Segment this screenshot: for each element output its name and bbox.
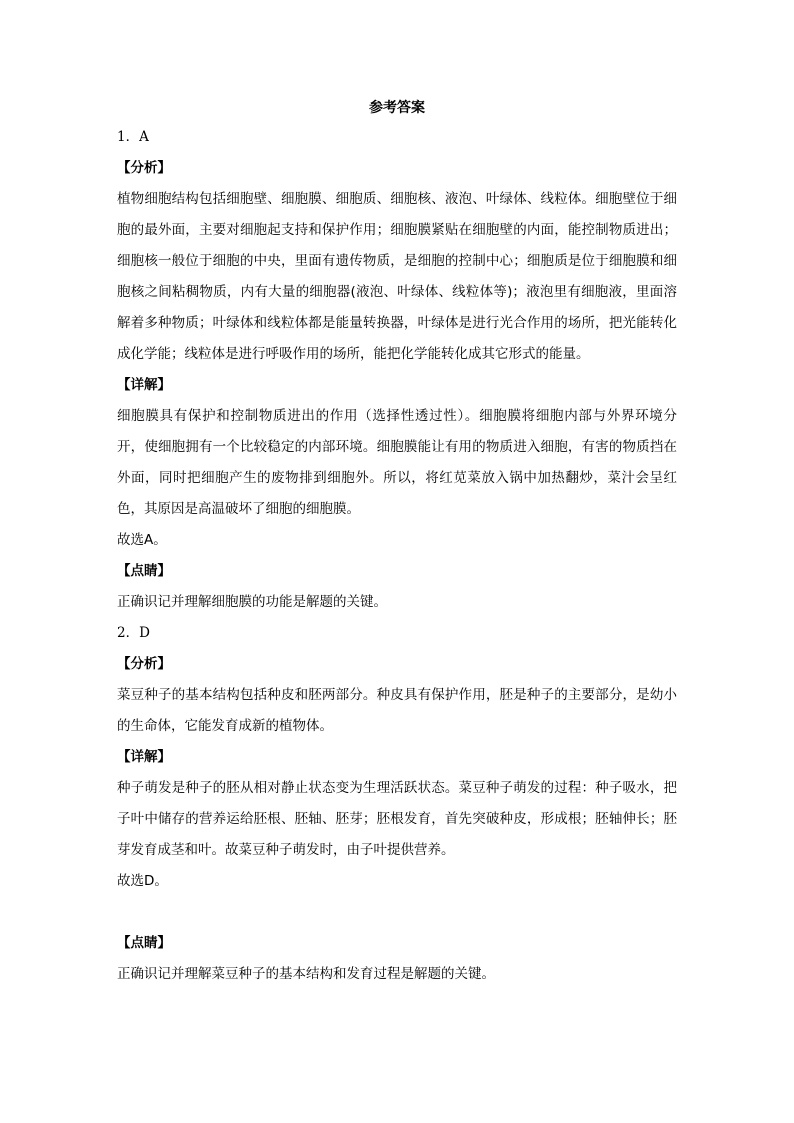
q2-point-label: 【点睛】 (117, 935, 171, 951)
q1-point-text: 正确识记并理解细胞膜的功能是解题的关键。 (117, 594, 387, 610)
q1-analysis-label: 【分析】 (117, 160, 171, 176)
spacer (117, 897, 677, 928)
q1-point-label: 【点睛】 (117, 563, 171, 579)
q1-number: 1．A (117, 129, 149, 145)
q2-analysis-label: 【分析】 (117, 656, 171, 672)
answer-document (117, 94, 677, 990)
q1-analysis-text: 植物细胞结构包括细胞壁、细胞膜、细胞质、细胞核、液泡、叶绿体、线粒体。细胞壁位于细胞的最外面，主要对细胞起支持和保护作用；细胞膜紧贴在细胞壁的内面，能控制物质进出；细胞核一般位于细胞的中央，里面有遗传物质，是细胞的控制中心；细胞质是位于细胞膜和细胞核之间粘稠物质，内有大量的细胞器(液泡、叶绿体、线粒体等)；液泡里有细胞液，里面溶解着多种物质；叶绿体和线粒体都是能量转换器，叶绿体是进行光合作用的场所，把光能转化成化学能；线粒体是进行呼吸作用的场所，能把化学能转化成其它形式的能量。 (117, 191, 677, 362)
q1-detail-label: 【详解】 (117, 377, 171, 393)
q2-detail-text: 种子萌发是种子的胚从相对静止状态变为生理活跃状态。菜豆种子萌发的过程：种子吸水，把子叶中储存的营养运给胚根、胚轴、胚芽；胚根发育，首先突破种皮，形成根；胚轴伸长；胚芽发育成茎和叶。故菜豆种子萌发时，由子叶提供营养。 (117, 780, 677, 858)
q2-choice: 故选D。 (117, 873, 168, 889)
page-title: 参考答案 (369, 100, 425, 116)
q2-analysis-text: 菜豆种子的基本结构包括种皮和胚两部分。种皮具有保护作用，胚是种子的主要部分，是幼小的生命体，它能发育成新的植物体。 (117, 687, 677, 734)
q1-choice: 故选A。 (117, 532, 167, 548)
q2-number: 2．D (117, 625, 150, 641)
q2-detail-label: 【详解】 (117, 749, 171, 765)
q2-point-text: 正确识记并理解菜豆种子的基本结构和发育过程是解题的关键。 (117, 966, 495, 982)
q1-detail-text: 细胞膜具有保护和控制物质进出的作用（选择性透过性）。细胞膜将细胞内部与外界环境分开，使细胞拥有一个比较稳定的内部环境。细胞膜能让有用的物质进入细胞，有害的物质挡在外面，同时把细胞产生的废物排到细胞外。所以，将红苋菜放入锅中加热翻炒，菜汁会呈红色，其原因是高温破坏了细胞的细胞膜。 (117, 408, 677, 517)
